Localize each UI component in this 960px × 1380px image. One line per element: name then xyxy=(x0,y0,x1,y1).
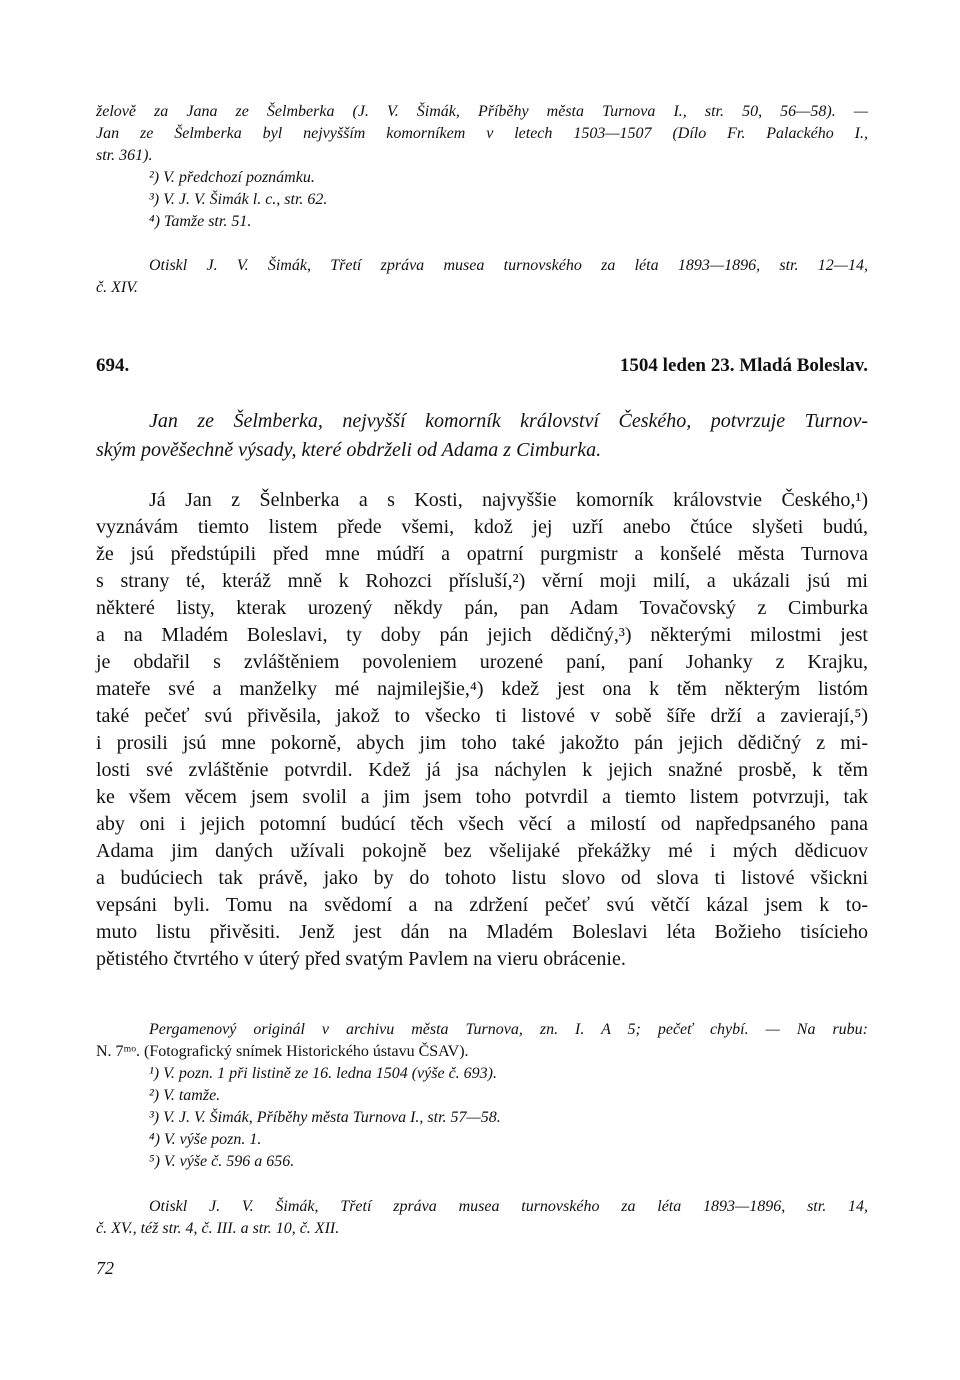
body-line: mateře své a manželky mé najmilejšie,⁴) kdež jest ona k těm některým listóm xyxy=(96,678,868,700)
body-line: že jsú předstúpili před mne múdří a opatrní purgmistr a konšelé města Turnova xyxy=(96,543,868,565)
body-line: aby oni i jejich potomní budúcí těch všech věcí a milostí od napředpsaného pana xyxy=(96,813,868,835)
summary-line: Jan ze Šelmberka, nejvyšší komorník království Českého, potvrzuje Turnov- xyxy=(149,410,868,432)
body-line: je obdařil s zvláštěniem povoleniem urozené paní, paní Johanky z Krajku, xyxy=(96,651,868,673)
footnote: ¹) V. pozn. 1 při listině ze 16. ledna 1504 (výše č. 693). xyxy=(149,1065,498,1082)
archive-note-line: N. 7ᵐᵒ. (Fotografický snímek Historického ústavu ČSAV). xyxy=(96,1043,469,1060)
top-note-line: str. 361). xyxy=(96,147,153,164)
body-line: také pečeť svú přivěsila, jakož to všecko ti listové v sobě šíře drží a zavierají,⁵) xyxy=(96,705,868,727)
footnote: ³) V. J. V. Šimák, Příběhy města Turnova I., str. 57—58. xyxy=(149,1109,501,1126)
footnote: ²) V. tamže. xyxy=(149,1087,221,1104)
top-note-line: ³) V. J. V. Šimák l. c., str. 62. xyxy=(149,191,328,208)
body-line: Já Jan z Šelnberka a s Kosti, najvyššie komorník královstvie Českého,¹) xyxy=(149,489,868,511)
body-line: pětistého čtvrtého v úterý před svatým Pavlem na vieru obrácenie. xyxy=(96,948,626,970)
source-line: č. XIV. xyxy=(96,279,138,296)
entry-date-place: 1504 leden 23. Mladá Boleslav. xyxy=(619,355,868,376)
body-line: s strany té, kteráž mně k Rohozci přísluší,²) věrní moji milí, a ukázali jsú mi xyxy=(96,570,868,592)
source-line: č. XV., též str. 4, č. III. a str. 10, č. XII. xyxy=(96,1220,340,1237)
body-line: Adama jim daných užívali pokojně bez všelijaké překážky mé i mých dědicuov xyxy=(96,840,868,862)
body-line: a budúciech tak právě, jako by do tohoto listu slovo od slova ti listové všickni xyxy=(96,867,868,889)
top-note-line: želově za Jana ze Šelmberka (J. V. Šimák, Příběhy města Turnova I., str. 50, 56—58). — xyxy=(96,103,868,120)
page-number: 72 xyxy=(96,1258,114,1278)
source-line: Otiskl J. V. Šimák, Třetí zpráva musea turnovského za léta 1893—1896, str. 14, xyxy=(149,1198,868,1215)
body-line: losti své zvláštěnie potvrdil. Kdež já jsa náchylen k jejich snažné prosbě, k těm xyxy=(96,759,868,781)
entry-number: 694. xyxy=(96,355,130,376)
body-line: některé listy, kterak urozený někdy pán, pan Adam Tovačovský z Cimburka xyxy=(96,597,868,619)
top-note-line: Jan ze Šelmberka byl nejvyšším komorníkem v letech 1503—1507 (Dílo Fr. Palackého I., xyxy=(96,125,868,142)
footnote: ⁴) V. výše pozn. 1. xyxy=(149,1131,262,1148)
body-line: i prosili jsú mne pokorně, abych jim toho také jakožto pán jejich dědičný z mi- xyxy=(96,732,868,754)
top-note-line: ⁴) Tamže str. 51. xyxy=(149,213,252,230)
footnote: ⁵) V. výše č. 596 a 656. xyxy=(149,1153,295,1170)
top-note-line: ²) V. předchozí poznámku. xyxy=(149,169,315,186)
source-line: Otiskl J. V. Šimák, Třetí zpráva musea turnovského za léta 1893—1896, str. 12—14, xyxy=(149,257,868,274)
archive-note-line: Pergamenový originál v archivu města Turnova, zn. I. A 5; pečeť chybí. — Na rubu: xyxy=(149,1021,868,1038)
body-line: ke všem věcem jsem svolil a jim jsem toho potvrdil a tiemto listem potvrzuji, tak xyxy=(96,786,868,808)
body-line: vepsáni byli. Tomu na svědomí a na zdržení pečeť svú větčí kázal jsem k to- xyxy=(96,894,868,916)
body-line: vyznávám tiemto listem přede všemi, kdož jej uzří anebo čtúce slyšeti budú, xyxy=(96,516,868,538)
body-line: muto listu přivěsiti. Jenž jest dán na Mladém Boleslavi léta Božieho tisícieho xyxy=(96,921,868,943)
body-line: a na Mladém Boleslavi, ty doby pán jejich dědičný,³) některými milostmi jest xyxy=(96,624,868,646)
summary-line: ským pověšechně výsady, které obdrželi od Adama z Cimburka. xyxy=(96,439,602,461)
